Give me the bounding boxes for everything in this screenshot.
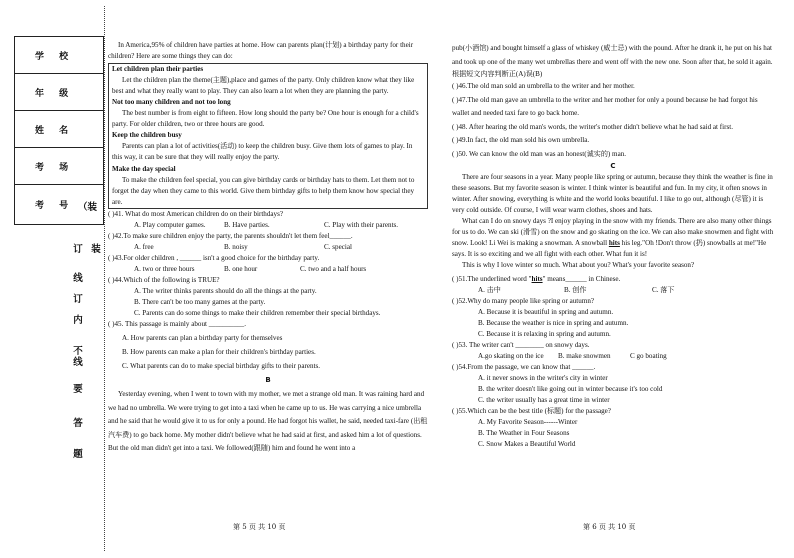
tip-title: Let children plan their parties <box>112 65 204 74</box>
question-49[interactable]: ( )49.In fact, the old man sold his own umbrella. <box>452 136 590 145</box>
tip-text: Let the children plan the theme(主题),place and games of the party. Only children know what they like best and what they really want to play. They can also learn a lot when they are planning the party. <box>112 76 415 96</box>
option-a[interactable]: A. How parents can plan a birthday party for themselves <box>122 334 283 343</box>
question-43-options <box>108 264 428 275</box>
option-b[interactable]: B. Because the weather is nice in spring and autumn. <box>478 318 629 327</box>
seal-char: 要 <box>71 384 85 396</box>
option-b[interactable]: B. make snowmen <box>558 351 611 360</box>
passage-c-paragraph-3: This is why I love winter so much. What about you? What's your favorite season? <box>462 261 695 270</box>
question-52[interactable]: ( )52.Why do many people like spring or autumn? <box>452 296 595 305</box>
question-50[interactable]: ( )50. We can know the old man was an honest(诚实的) man. <box>452 149 627 158</box>
seal-char: （装 <box>78 202 98 213</box>
option-b[interactable]: B. There can't be too many games at the party. <box>134 298 266 307</box>
underlined-word: hits <box>608 239 620 248</box>
seal-char: 答 <box>71 418 85 430</box>
seal-char: 线 <box>71 357 85 369</box>
option-b[interactable]: B. noisy <box>224 242 248 251</box>
seal-char: 不 <box>71 346 85 358</box>
option-c[interactable]: C. 落下 <box>652 285 675 294</box>
seal-char: 订 <box>71 244 85 256</box>
tip-text: To make the children feel special, you can give birthday cards or birthday hats to them. Let them not to forget the day when they came to this world. Give them birthday gifts to help them know how special they are. <box>112 175 415 206</box>
option-a[interactable]: A. 击中 <box>478 285 501 294</box>
tip-title: Make the day special <box>112 164 176 173</box>
seal-char: 题 <box>71 449 85 461</box>
tip-title: Not too many children and not too long <box>112 98 231 107</box>
exam-number-field[interactable]: 考 号 <box>15 185 104 225</box>
option-b[interactable]: B. the writer doesn't like going out in winter because it's too cold <box>478 384 663 393</box>
option-c[interactable]: C. special <box>324 242 352 251</box>
tips-box <box>108 63 428 209</box>
option-a[interactable]: A. it never snows in the writer's city in winter <box>478 373 608 382</box>
school-field[interactable]: 学 校 <box>15 37 104 74</box>
question-41[interactable]: ( )41. What do most American children do on their birthdays? <box>108 209 284 218</box>
seal-char: 内 <box>71 315 85 327</box>
option-a[interactable]: A. two or three hours <box>134 264 195 273</box>
right-page <box>452 42 774 450</box>
tip-text: Parents can plan a lot of activities(活动) to keep the children busy. Give them lots of games to play. In this way, it can be sure that they will really enjoy the party. <box>112 142 413 162</box>
exam-room-field[interactable]: 考 场 <box>15 148 104 185</box>
question-45[interactable]: ( )45. This passage is mainly about __________. <box>108 320 246 329</box>
passage-c-paragraph-2: What can I do on snowy days ?I enjoy playing in the snow with my friends. There are also many other things for us to do. We can ski (滑雪) on the snow and go skating on the ice. We can also make snowmen and fight with snow. Look! Li Wei is making a snowman. A snowball hits his leg."Oh !Don't throw (扔) snowballs at me!"He says. It is so exciting and we all fight with each other. What fun it is! <box>452 217 774 259</box>
passage-c-paragraph-1: There are four seasons in a year. Many people like spring or autumn, because they think the weather is fine in these seasons. But my favorite season is winter. I think winter is beautiful and fun. In my city, it often snows in winter. After snowing, everything is white and the world looks beautiful. I like to go out, although (尽管) it is very cold outside. Of course, I will wear warm clothes, shoes and hats. <box>452 173 773 215</box>
left-page <box>108 40 428 456</box>
option-c[interactable]: C. two and a half hours <box>300 264 367 273</box>
seal-char: 线 <box>71 273 85 285</box>
option-b[interactable]: B. The Weather in Four Seasons <box>478 429 570 438</box>
seal-char: 订 <box>71 294 85 306</box>
question-46[interactable]: ( )46.The old man sold an umbrella to the writer and her mother. <box>452 82 635 91</box>
student-info-table <box>14 36 104 225</box>
question-43[interactable]: ( )43.For older children , ______ isn't a good choice for the birthday party. <box>108 253 320 262</box>
question-47[interactable]: ( )47.The old man gave an umbrella to the writer and her mother for only a pound because he had forgot his wallet and needed taxi fare to go back home. <box>452 95 758 118</box>
option-a[interactable]: A. My Favorite Season------Winter <box>478 418 578 427</box>
question-41-options <box>108 220 428 231</box>
section-b-title: B <box>265 376 271 385</box>
question-51-options <box>452 285 774 296</box>
judge-instructions: 根据短文内容判断正(A)误(B) <box>452 70 543 78</box>
question-53[interactable]: ( )53. The writer can't ________ on snowy days. <box>452 340 590 349</box>
option-c[interactable]: C. Play with their parents. <box>324 220 399 229</box>
question-44[interactable]: ( )44.Which of the following is TRUE? <box>108 275 220 284</box>
option-c[interactable]: C go boating <box>630 351 667 360</box>
option-a[interactable]: A. Play computer games. <box>134 220 206 229</box>
option-b[interactable]: B. one hour <box>224 264 258 273</box>
question-55[interactable]: ( )55.Which can be the best title (标题) for the passage? <box>452 407 611 416</box>
seal-line <box>104 6 105 551</box>
question-48[interactable]: ( )48. After hearing the old man's words, the writer's mother didn't believe what he had said at first. <box>452 122 734 131</box>
question-51[interactable]: ( )51.The underlined word "hits" means______ in Chinese. <box>452 274 621 283</box>
binding-strip <box>8 6 103 551</box>
question-53-options <box>452 351 774 362</box>
tip-title: Keep the children busy <box>112 131 182 140</box>
option-c[interactable]: C. the writer usually has a great time in winter <box>478 396 610 405</box>
option-b[interactable]: B. How parents can make a plan for their children's birthday parties. <box>122 348 316 357</box>
option-c[interactable]: C. Parents can do some things to make their children remember their special birthdays. <box>134 309 381 318</box>
question-42-options <box>108 242 428 253</box>
question-54[interactable]: ( )54.From the passage, we can know that ______. <box>452 362 596 371</box>
page-number-right: 第 6 页 共 10 页 <box>583 523 636 531</box>
name-field[interactable]: 姓 名 <box>15 111 104 148</box>
option-c[interactable]: C. What parents can do to make special birthday gifts to their parents. <box>122 362 321 371</box>
grade-field[interactable]: 年 级 <box>15 74 104 111</box>
seal-char: 装 <box>89 244 103 256</box>
option-c[interactable]: C. Because it is relaxing in spring and autumn. <box>478 329 611 338</box>
passage-b-continued: pub(小酒馆) and bought himself a glass of whiskey (威士忌) with the pound. After he drank it, he put on his hat and took up one of the many wet umbrellas there and went off with the new one. Soon after that, he sold it again. <box>452 44 773 66</box>
page-number-left: 第 5 页 共 10 页 <box>233 523 286 531</box>
section-c-title: C <box>610 162 616 171</box>
option-a[interactable]: A. Because it is beautiful in spring and autumn. <box>478 307 614 316</box>
question-42[interactable]: ( )42.To make sure children enjoy the party, the parents shouldn't let them feel______. <box>108 231 353 240</box>
option-b[interactable]: B. Have parties. <box>224 220 270 229</box>
option-a[interactable]: A. free <box>134 242 154 251</box>
option-a[interactable]: A. The writer thinks parents should do all the things at the party. <box>134 287 317 296</box>
option-c[interactable]: C. Snow Makes a Beautiful World <box>478 440 576 449</box>
option-a[interactable]: A.go skating on the ice <box>478 351 544 360</box>
passage-a-intro: In America,95% of children have parties at home. How can parents plan(计划) a birthday party for their children? Here are some things they can do: <box>108 41 414 61</box>
option-b[interactable]: B. 创作 <box>564 285 587 294</box>
passage-b: Yesterday evening, when I went to town with my mother, we met a strange old man. It was raining hard and we had no umbrella. We were trying to get into a taxi when he came up to us. He was carrying a nice umbrella and he said that he would give it to us for only a pound. He had forgot his wallet, he said, needed taxi-fare (出租汽车费) to go back home. My mother didn't believe what he had said at first, and asked him a lot of questions. But the old man didn't get into a taxi. We followed(跟随) him and found he went into a <box>108 390 428 453</box>
tip-text: The best number is from eight to fifteen. How long should the party be? One hour is enough for a child's party. For older children, two or three hours are good. <box>112 109 419 129</box>
